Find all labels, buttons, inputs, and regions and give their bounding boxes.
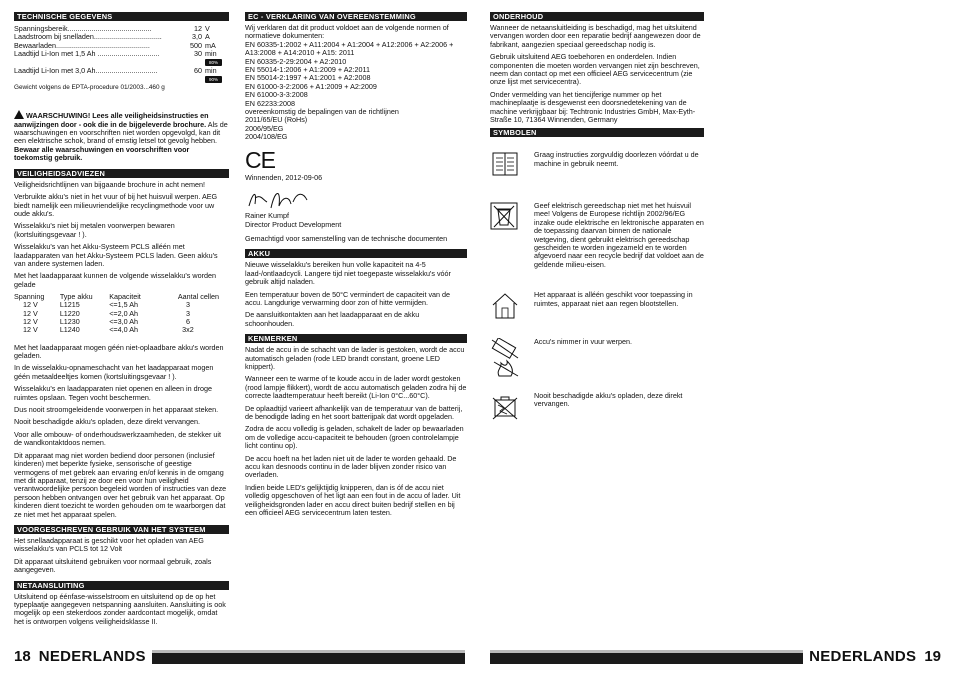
symbol-text: Het apparaat is alléén geschikt voor toepassing in ruimtes, apparaat niet aan regen blootstellen. [534, 290, 693, 308]
footer-bar [152, 650, 465, 664]
safety-para: Dus nooit stroomgeleidende voorwerpen in het apparaat steken. [14, 405, 219, 415]
battery-icon: 90% [205, 76, 222, 83]
place-date: Winnenden, 2012-09-06 [245, 172, 323, 182]
table-row: 12 V L1215 <=1,5 Ah 3 [23, 300, 190, 310]
no-damaged-battery-icon [490, 392, 520, 422]
maintenance-para: Onder vermelding van het tienciјferige nummer op het machineplaatje is desgewenst een doorsnedetekening van de machine verkrijgbaar bij: Techtronic Industries GmbH, Max-Eyth-Straße 10, 71364 Winnenden, Germany [490, 89, 696, 125]
kenmerken-para: Wanneer een te warme of te koude accu in de lader wordt gestoken (rood lampje flikkert), wordt de accu automatisch geladen zodra hij de correcte laadtemperatuur heeft bereikt (Li-Ion 0°C...60°C). [245, 374, 467, 401]
battery-table [14, 293, 219, 334]
spec-list [14, 25, 229, 92]
ce-mark-icon: CE [245, 146, 275, 173]
spec-row: Laadstroom bij snelladen.................................. 3,0 A [14, 32, 210, 42]
use-header: VOORGESCHREVEN GEBRUIK VAN HET SYSTEEM [14, 525, 229, 534]
footer-right [490, 648, 941, 665]
symbols-header: SYMBOLEN [490, 128, 704, 137]
no-fire-battery-icon [490, 338, 522, 378]
page-number: 18 [14, 648, 31, 665]
battery-icon: 80% [205, 59, 222, 66]
table-row: 12 V L1240 <=4,0 Ah 3x2 [23, 325, 194, 335]
mains-header: NETAANSLUITING [14, 581, 229, 590]
weee-bin-icon [490, 202, 520, 232]
akku-para: De aansluitkontakten aan het laadapparaat en de akku schoonhouden. [245, 310, 420, 328]
page-language: NEDERLANDS [38, 648, 146, 665]
kenmerken-para: Indien beide LED's gelijktijdig knipperen, dan is óf de accu niet volledig opgeschoven of het ligt aan een fout in de accu of lader. Uit veiligheidsgronden lader en accu direct buiten bedrijf stellen en bij een officieel AEG servicecentrum laten testen. [245, 482, 461, 518]
signer-name: Rainer Kumpf [245, 211, 289, 221]
safety-para: Wisselakku's van het Akku-Systeem PCLS alléén met laadapparaten van het Akku-Systeem PCLS laden. Geen akku's van andere systemen laden. [14, 242, 218, 268]
safety-para: Veiligheidsrichtlijnen van bijgaande brochure in acht nemen! [14, 179, 205, 189]
footer-bar [490, 650, 803, 664]
warning-triangle-icon [14, 110, 24, 119]
footer-left [14, 648, 465, 665]
spec-row: Laadtijd Li-Ion met 1,5 Ah ............................... 30 min 80% [14, 50, 229, 67]
safety-para: Wisselakku's niet bij metalen voorwerpen bewaren (kortsluitingsgevaar ! ). [14, 221, 175, 239]
safety-para: Met het laadapparaat mogen géén niet-oplaadbare akku's worden geladen. [14, 342, 224, 361]
column-left [14, 12, 229, 630]
indoor-house-icon [490, 291, 520, 321]
column-right [490, 12, 704, 424]
symbol-row [490, 202, 704, 269]
authorized-text: Gemachtigd voor samenstelling van de technische documenten [245, 233, 448, 243]
spec-row: Bewaarladen............................................... 500 mA [14, 40, 216, 50]
table-header-row: Spanning Type akku Kapaciteit Aantal cellen [14, 292, 219, 302]
akku-para: Een temperatuur boven de 50°C vermindert de capaciteit van de accu. Langdurige verwarming door zon of hitte vermijden. [245, 289, 451, 307]
use-para: Dit apparaat uitsluitend gebruiken voor normaal gebruik, zoals aangegeven. [14, 556, 212, 575]
spec-row: Laadtijd Li-Ion met 3,0 Ah............................... 60 min 90% [14, 67, 229, 84]
signature-icon [245, 186, 315, 212]
kenmerken-para: De oplaadtijd varieert afhankelijk van de temperatuur van de batterij, de benodigde lading en het soort batterijpak dat wordt opgeladen. [245, 403, 463, 421]
symbol-row [490, 392, 704, 424]
symbol-text: Accu's nimmer in vuur werpen. [534, 336, 633, 346]
safety-para: Dit apparaat mag niet worden bediend door personen (inclusief kinderen) met beperkte fysieke, sensorische of geestige vermogens of met gebrek aan ervaring en/of kennis in de omgang met dit apparaat, tenzij ze door een voor hun veiligheid verantwoordelijke persoon begeleid worden of instructies van deze persoon hebben ontvangen over het gebruik van het apparaat. Op kinderen dient toezicht te worden gehouden om te waarborgen dat ze niet met het apparaat spelen. [14, 450, 227, 519]
symbol-text: Nooit beschadigde akku's opladen, deze direkt vervangen. [534, 390, 683, 409]
akku-para: Nieuwe wisselakku's bereiken hun volle kapaciteit na 4-5 laad-/ontlaadcycli. Langere tijd niet toegepaste wisselakku's vóór gebruik altijd naladen. [245, 260, 451, 287]
ec-header: EC - VERKLARING VAN OVEREENSTEMMING [245, 12, 467, 21]
ec-list: Wij verklaren dat dit product voldoet aan de volgende normen of normatieve dokumenten: EN 60335-1:2002 + A11:2004 + A1:2004 + A12:2006 + A2:2006 + A13:2008 + A14:2010 + A15: 2011 EN 60335-2-29:2004 + A2:2010 EN 55014-1:2006 + A1:2009 + A2:2011 EN 55014-2:1997 + A1:2001 + A2:2008 EN 61000-3-2:2006 + A1:2009 + A2:2009 EN 61000-3-3:2008 EN 62233:2008 overeenkomstig de bepalingen van de richtlijnen 2011/65/EU (RoHs) 2006/95/EG 2004/108/EG [245, 23, 454, 142]
use-para: Het snellaadapparaat is geschikt voor het opladen van AEG wisselakku's van PCLS tot 12 Volt [14, 535, 204, 554]
safety-para: Wisselakku's en laadapparaten niet openen en alleen in droge ruimtes opslaan. Tegen vocht beschermen. [14, 384, 212, 402]
symbol-text: Graag instructies zorgvuldig doorlezen vóórdat u de machine in gebruik neemt. [534, 150, 699, 168]
safety-para: Verbruikte akku's niet in het vuur of bij het huisvuil werpen. AEG biedt namelijk een milieuvriendelijke recyclingmethode voor uw oude akku's. [14, 192, 218, 218]
tech-header: TECHNISCHE GEGEVENS [14, 12, 229, 21]
table-row: 12 V L1220 <=2,0 Ah 3 [23, 308, 190, 318]
spec-row: Spanningsbereik.......................................... 12 V [14, 24, 210, 33]
page-number: 19 [924, 648, 941, 665]
maintenance-para: Gebruik uitsluitend AEG toebehoren en onderdelen. Indien componenten die moeten worden vervangen niet zijn beschreven, neem dan contact op met een officieel AEG servicecentrum (zie onze lijst met servicecentra). [490, 52, 700, 87]
safety-para: Met het laadapparaat kunnen de volgende wisselakku's worden gelade [14, 271, 216, 289]
symbol-row [490, 291, 704, 323]
signer-title: Director Product Development [245, 219, 342, 229]
table-row: 12 V L1230 <=3,0 Ah 6 [23, 317, 190, 327]
kenmerken-para: Nadat de accu in de schacht van de lader is gestoken, wordt de accu automatisch geladen (rode LED brandt constant, groene LED knippert). [245, 345, 465, 371]
symbol-row [490, 338, 704, 380]
warning-block: WAARSCHUWING! Lees alle veiligheidsinstructies en aanwijzingen door - ook die in de bijgeleverde brochure. Als de waarschuwingen en voorschriften niet worden opgevolgd, kan dit een elektrische schok, brand of ernstig letsel tot gevolg hebben. Bewaar alle waarschuwingen en voorschriften voor toekomstig gebruik. [14, 111, 228, 163]
kenmerken-header: KENMERKEN [245, 334, 467, 343]
maintenance-header: ONDERHOUD [490, 12, 704, 21]
mains-para: Uitsluitend op éénfase-wisselstroom en uitsluitend op de op het typeplaatje aangegeven netspanning aansluiten. Aansluiting is ook mogelijk op een stekerdoos zonder aardcontact mogelijk, omdat het is ontworpen volgens veiligheidsklasse II. [14, 591, 226, 626]
weight-line: Gewicht volgens de EPTA-procedure 01/2003...460 g [14, 83, 165, 91]
safety-header: VEILIGHEIDSADVIEZEN [14, 169, 229, 178]
symbol-text: Geef elektrisch gereedschap niet met het huisvuil mee! Volgens de Europese richtlijn 2002/96/EG inzake oude elektrische en lektronische apparaten en de toepassing daarvan binnen de nationale wetgeving, dient gebruikt elektrisch gereedschap gescheiden te worden ingezameld en te worden afgevoerd naar een recycle bedrijf dat voldoet aan de geldende milieu-eisen. [534, 200, 704, 269]
manual-icon [490, 151, 520, 177]
page-language: NEDERLANDS [809, 648, 917, 665]
safety-para: In de wisselakku-opnameschacht van het laadapparaat mogen géén metaaldeeltjes komen (kortsluitingsgevaar ! ). [14, 363, 214, 381]
symbol-row [490, 151, 704, 179]
safety-para: Voor alle ombouw- of onderhoudswerkzaamheden, de stekker uit de wandkontaktdoos nemen. [14, 429, 221, 448]
akku-header: AKKU [245, 249, 467, 258]
maintenance-para: Wanneer de netaansluitleiding is beschadigd, mag het uitsluitend vervangen worden door een reparatie bedrijf aangewezen door de fabrikant, aangezien speciaal gereedschap nodig is. [490, 23, 701, 49]
column-middle [245, 12, 467, 521]
safety-para: Nooit beschadigde akku's opladen, deze direkt vervangen. [14, 417, 200, 427]
kenmerken-para: Zodra de accu volledig is geladen, schakelt de lader op bewaarladen om de volledige accu-capaciteit te behouden (groen controlelampje licht continu op). [245, 424, 464, 451]
kenmerken-para: De accu hoeft na het laden niet uit de lader te worden gehaald. De accu kan desnoods continu in de lader blijven zonder risico van overladen. [245, 453, 457, 480]
